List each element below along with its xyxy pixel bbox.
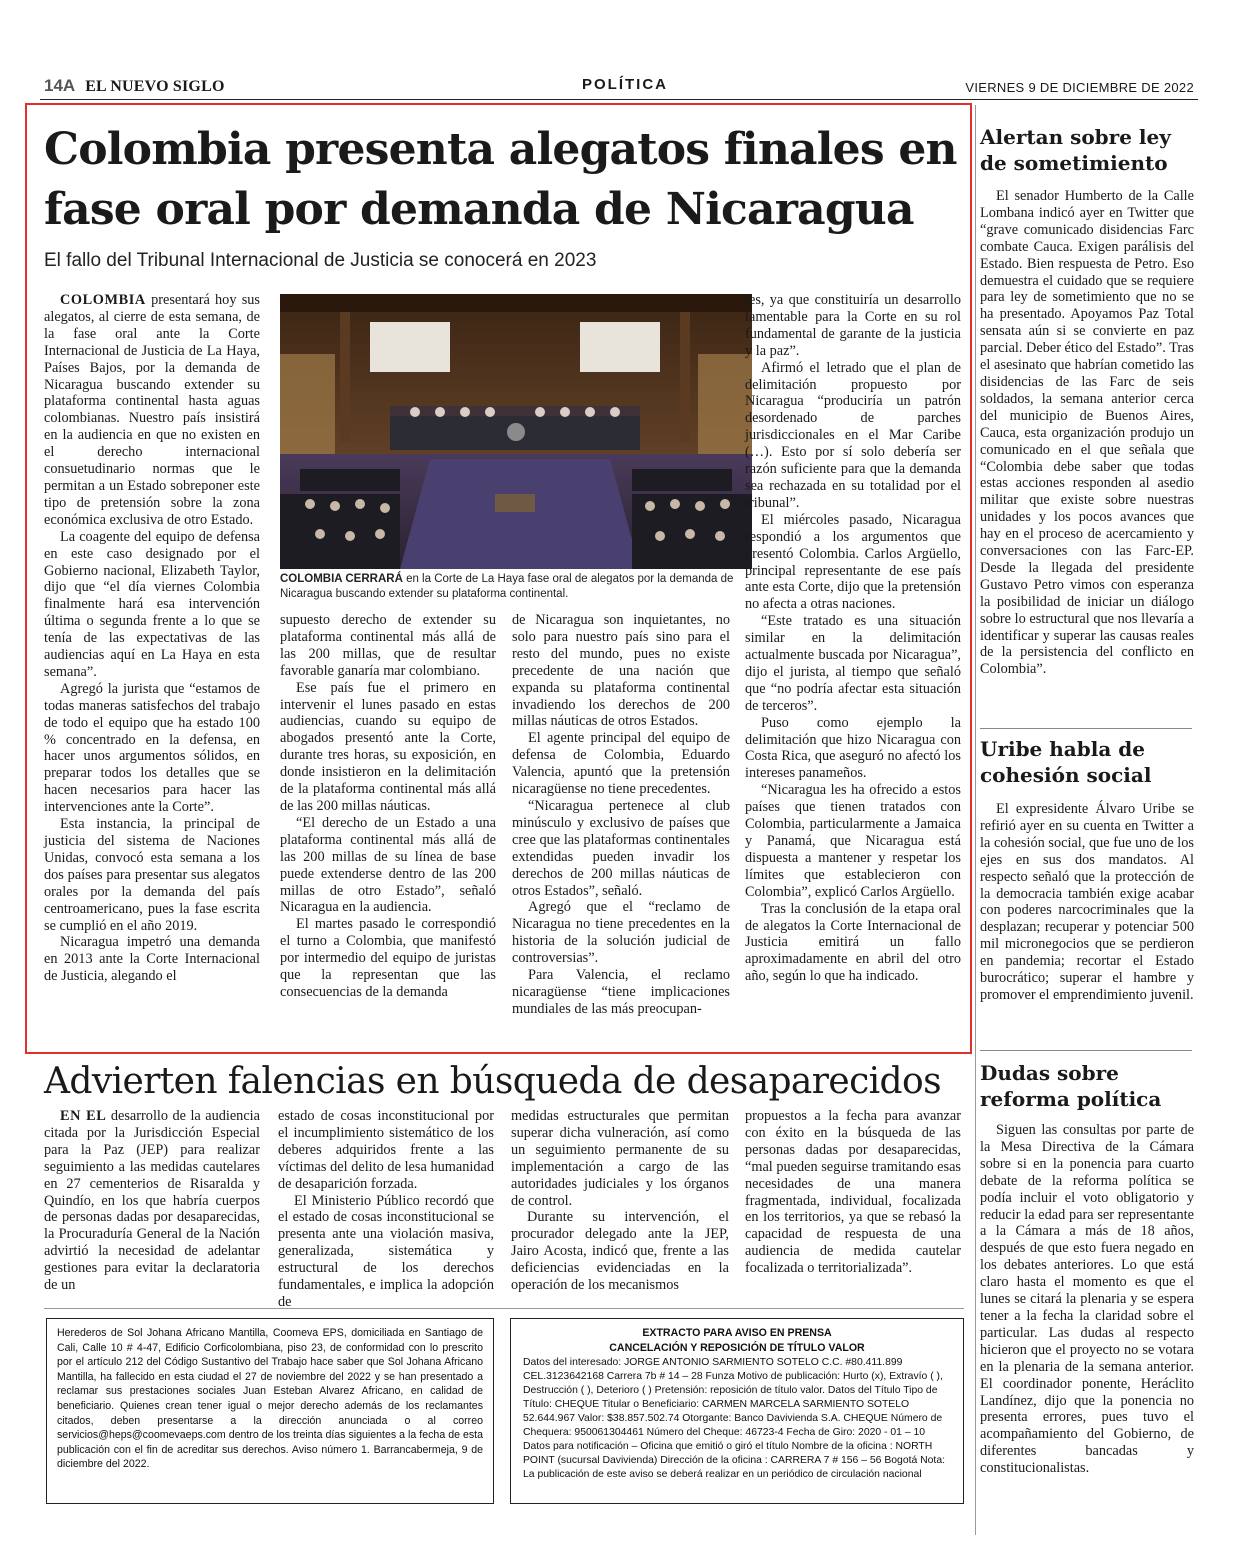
header-divider [40, 99, 1198, 100]
sidebar-text-2: El expresidente Álvaro Uribe se refirió ayer en su cuenta en Twitter a la cohesión social, que fue uno de los ejes en sus dos mandatos. Al respecto señaló que la protección de la democracia también exige acabar con poderes narcocriminales que la desplazan; recuperar y potenciar 500 mil micronegocios que se perdieron en pandemia; recortar el Estado burocrático; superar el hambre y promover el emprendimiento juvenil. [980, 801, 1194, 1003]
paragraph [745, 782, 961, 900]
sidebar-separator-2 [980, 1050, 1192, 1051]
ad-title-1: EXTRACTO PARA AVISO EN PRENSA [642, 1327, 832, 1339]
paragraph-text: Tras la conclusión de la etapa oral de alegatos la Corte Internacional de Justicia emitirá un fallo aproximadamente en abril del otro año, según lo que ha indicado. [745, 900, 961, 985]
paragraph [745, 715, 961, 783]
sidebar-separator-1 [980, 728, 1192, 729]
paragraph [280, 680, 496, 815]
paragraph [280, 916, 496, 1001]
paragraph [280, 612, 496, 680]
paragraph-text: supuesto derecho de extender su plataforma continental más allá de las 200 millas, que de resultar favorable ganaría mar colombiano. [280, 612, 496, 679]
sidebar-text-1: El senador Humberto de la Calle Lombana indicó ayer en Twitter que “grave comunicado disidencias Farc combate Cauca. Exigen parálisis del Estado. Bien respuesta de Petro. Eso demuestra el cuidado que se requiere para ley de sometimiento que no se ha presentado. Apoyamos Paz Total sensata aún si se convierte en paz parcial. Deber ético del Estado”. Tras el asesinato que habrían cometido las disidencias de las Farc de seis soldados, la semana anterior cerca del municipio de Buenos Aires, Cauca, esta organización produjo un comunicado en el que señala que “Colombia debe saber que todas estas acciones responden al asedio militar que existe sobre nuestras unidades y los pocos avances que hay en el proceso de acercamiento y conversaciones con las Farc-EP. Desde la llegada del presidente Gustavo Petro vimos con esperanza la posibilidad de iniciar un diálogo sobre lo estructural que nos llevaría a identificar y superar las causas reales de la persistencia del conflicto en Colombia”. [980, 188, 1194, 678]
paragraph-text: estado de cosas inconstitucional por el incumplimiento sistemático de los deberes adquiridos frente a las víctimas del delito de lesa humanidad de desaparición forzada. [278, 1108, 494, 1192]
lead-word: EN EL [60, 1108, 107, 1124]
paragraph-text: presentará hoy sus alegatos, al cierre de esta semana, de la fase oral ante la Corte Internacional de Justicia de La Haya, Países Bajos, por la demanda de Nicaragua buscando extender su plataforma continental hasta aguas colombianas. Nuestro país insistirá en la audiencia en que no existen en el derecho internacional consuetudinario normas que le permitan a un Estado sobreponer este tipo de pretensión sobre la zona económica exclusiva de otro Estado. [44, 292, 260, 528]
paragraph [512, 798, 730, 899]
paragraph [745, 292, 961, 360]
paragraph-text: “Nicaragua pertenece al club minúsculo y exclusivo de países que cree que las plataformas continentales extendidas pueden invadir los derechos de 200 millas náuticas de otros Estados”, señaló. [512, 797, 730, 899]
paragraph-text: El miércoles pasado, Nicaragua respondió a los argumentos que presentó Colombia. Carlos Argüello, principal representante de ese país ante esta Corte, dijo que la pretensión no afecta a otras naciones. [745, 511, 961, 613]
paragraph-text: El agente principal del equipo de defensa de Colombia, Eduardo Valencia, apuntó que la pretensión nicaragüense no tiene precedentes. [512, 730, 730, 798]
paragraph [44, 292, 260, 529]
second-article-column-4 [745, 1108, 961, 1277]
paragraph-text: medidas estructurales que permitan superar dicha vulneración, así como un seguimiento permanente de su implementación a cargo de las autoridades judiciales y los órganos de control. [511, 1108, 729, 1209]
paragraph-text: El martes pasado le correspondió el turno a Colombia, que manifestó por intermedio del equipo de juristas que la representan que las consecuencias de la demanda [280, 916, 496, 1000]
paragraph [44, 681, 260, 816]
paragraph [745, 360, 961, 512]
paragraph-text: “Este tratado es una situación similar en la delimitación actualmente buscada por Nicaragua”, dijo el jurista, al tiempo que señaló que “no podría afectar esta situación de terceros”. [745, 613, 961, 714]
main-article-column-4 [745, 292, 961, 985]
paragraph-text: de Nicaragua son inquietantes, no solo para nuestro país sino para el resto del mundo, pues no existe precedente de una nación que expanda su plataforma continental invadiendo los derechos de 200 millas náuticas de otros Estados. [512, 612, 730, 730]
paragraph [511, 1209, 729, 1294]
paragraph-text: Agregó la jurista que “estamos de todas maneras satisfechos del trabajo de todo el equipo que ha estado 100 % concentrado en la defensa, en hacer unos argumentos sólidos, en preparar todos los detalles que se hacen necesarios para hacer las intervenciones ante la Corte”. [44, 680, 260, 816]
second-headline: Advierten falencias en búsqueda de desaparecidos [44, 1061, 941, 1102]
paragraph-text: Ese país fue el primero en intervenir el lunes pasado en estas audiencias, cuando su equipo de abogados presentó ante la Corte, durante tres horas, su exposición, en donde insistieron en la delimitación de la plataforma continental más allá de las 200 millas náuticas. [280, 679, 496, 814]
page-number: 14A [44, 76, 76, 95]
paragraph [278, 1108, 494, 1193]
paragraph [44, 1108, 260, 1294]
paragraph-text: “El derecho de un Estado a una plataforma continental más allá de las 200 millas de su línea de base puede extenderse dentro de las 200 millas de otro Estado”, señaló Nicaragua en la audiencia. [280, 814, 496, 916]
main-article-column-1 [44, 292, 260, 985]
paragraph [745, 1108, 961, 1277]
ad-body: Datos del interesado: JORGE ANTONIO SARMIENTO SOTELO C.C. #80.411.899 CEL.3123642168 Carrera 7b # 14 – 28 Funza Motivo de publicación: Hurto (x), Extravío ( ), Destrucción ( ), Deterioro ( ) Pretensión: reposición de título valor. Datos del Título Tipo de Título: CHEQUE Titular o Beneficiario: CARMEN MARCELA SARMIENTO SOTELO 52.644.967 Valor: $38.857.502.74 Otorgante: Banco Davivienda S.A. CHEQUE Número de Chequera: 950061304461 Número del Cheque: 46723-4 Fecha de Giro: 2020 - 01 – 10 Datos para notificación – Oficina que emitió o giró el título Nombre de la oficina : NORTH POINT (sucursal Davivienda) Dirección de la oficina : CARRERA 7 # 156 – 56 Bogotá Nota: La publicación de este aviso se deberá realizar en un periódico de circulación nacional [523, 1357, 945, 1480]
paragraph-text: Para Valencia, el reclamo nicaragüense “tiene implicaciones mundiales de las más preocupan- [512, 967, 730, 1017]
newspaper-name: EL NUEVO SIGLO [85, 78, 225, 95]
paragraph-text: Afirmó el letrado que el plan de delimitación propuesto por Nicaragua “produciría un patrón desordenado de parches jurisdiccionales en el Mar Caribe (…). Esto por sí solo debería ser razón suficiente para que la demanda sea rechazada en su totalidad por el tribunal”. [745, 359, 961, 511]
sidebar-title-3: Dudas sobre reforma política [980, 1061, 1162, 1111]
lead-word: COLOMBIA [60, 292, 146, 308]
sidebar-title-2: Uribe habla de cohesión social [980, 737, 1152, 787]
paragraph [512, 730, 730, 798]
paragraph-text: propuestos a la fecha para avanzar con éxito en la búsqueda de las personas dadas por desaparecidas, “mal pueden seguirse tramitando esas necesidades de una manera fragmentada, individual, focalizada en los territorios, ya que se rebasó la capacidad de respuesta de una audiencia de medida cautelar focalizada o territorializada”. [745, 1108, 961, 1277]
legal-notice-ad: Herederos de Sol Johana Africano Mantilla, Coomeva EPS, domiciliada en Santiago de Cali, Calle 10 # 4-47, Edificio Corficolombiana, piso 23, de conformidad con lo prescrito por el artículo 212 del Código Sustantivo del Trabajo hace saber que Sol Johana Africano Mantilla, ha fallecido en esta ciudad el 27 de noviembre del 2022 y se han presentado a reclamar sus prestaciones sociales Juan Esteban Alvarez Africano, en calidad de beneficiario. Quienes crean tener igual o mejor derecho además de los reclamantes citados, deben presentarse a la dirección anunciada o al correo servicios@heps@coomevaeps.com dentro de los treinta días siguientes a la fecha de esta publicación con el fin de acreditar sus derechos. Aviso número 1. Barrancabermeja, 9 de diciembre del 2022. [46, 1318, 494, 1504]
issue-date: VIERNES 9 DE DICIEMBRE DE 2022 [965, 80, 1194, 95]
ads-divider [44, 1308, 964, 1309]
paragraph-text: Durante su intervención, el procurador delegado ante la JEP, Jairo Acosta, indicó que, frente a las deficiencias evidenciadas en la operación de los mecanismos [511, 1209, 729, 1294]
second-article-column-3 [511, 1108, 729, 1294]
paragraph [512, 612, 730, 730]
paragraph [511, 1108, 729, 1209]
paragraph-text: desarrollo de la audiencia citada por la Jurisdicción Especial para la Paz (JEP) para realizar seguimiento a las medidas cautelares en 27 cementerios de Risaralda y Quindío, en los que habría cuerpos de personas dadas por desaparecidas, la Procuraduría General de la Nación advirtió la necesidad de adelantar gestiones para evitar la declaratoria de un [44, 1108, 260, 1294]
section-name: POLÍTICA [582, 76, 668, 93]
paragraph [745, 512, 961, 613]
paragraph-text: “Nicaragua les ha ofrecido a estos países que tienen tratados con Colombia, particularmente a Jamaica y Panamá, que Nicaragua está dispuesta a mantener y respetar los límites que establecieron con Colombia”, explicó Carlos Argüello. [745, 782, 961, 900]
court-photo [280, 294, 752, 569]
ad-title-2: CANCELACIÓN Y REPOSICIÓN DE TÍTULO VALOR [609, 1342, 865, 1354]
caption-lead: COLOMBIA CERRARÁ [280, 573, 403, 585]
paragraph [745, 613, 961, 714]
court-hall-image [280, 294, 752, 569]
paragraph-text: Esta instancia, la principal de justicia del sistema de Naciones Unidas, convocó esta semana a los dos países para presentar sus alegatos orales por la demanda del país centroamericano, pues la fase escrita se cumplió en el año 2019. [44, 816, 260, 934]
paragraph [280, 815, 496, 916]
paragraph [512, 967, 730, 1018]
main-article-column-2 [280, 612, 496, 1001]
paragraph [44, 934, 260, 985]
paragraph-text: Puso como ejemplo la delimitación que hizo Nicaragua con Costa Rica, que aseguró no afectó los intereses panameños. [745, 714, 961, 782]
photo-caption [280, 572, 750, 602]
main-article-column-3 [512, 612, 730, 1018]
second-article-column-2 [278, 1108, 494, 1311]
main-subheadline: El fallo del Tribunal Internacional de Justicia se conocerá en 2023 [44, 250, 597, 271]
main-headline-line-1: Colombia presenta alegatos finales en [44, 124, 957, 175]
paragraph [44, 816, 260, 934]
paragraph-text: tes, ya que constituiría un desarrollo lamentable para la Corte en su rol fundamental de garante de la justicia y la paz”. [745, 292, 961, 359]
page-header-left [44, 76, 225, 98]
second-article-column-1 [44, 1108, 260, 1294]
caption-text: en la Corte de La Haya fase oral de alegatos por la demanda de Nicaragua buscando extender su plataforma continental. [280, 573, 734, 600]
paragraph-text: La coagente del equipo de defensa en este caso designado por el Gobierno nacional, Elizabeth Taylor, dijo que “el día viernes Colombia finalmente hará esa intervención última o segunda frente a lo que se tenía de las expectativas de las audiencias aquí en La Haya en esta semana”. [44, 528, 260, 680]
check-cancellation-ad [510, 1318, 964, 1504]
paragraph-text: El Ministerio Público recordó que el estado de cosas inconstitucional se presenta ante una violación masiva, generalizada, sistemática y estructural de los derechos fundamentales, e implica la adopción de [278, 1192, 494, 1310]
paragraph [512, 899, 730, 967]
sidebar-divider [975, 105, 976, 1535]
paragraph-text: Agregó que el “reclamo de Nicaragua no tiene precedentes en la historia de la solución judicial de controversias”. [512, 899, 730, 967]
paragraph [44, 529, 260, 681]
paragraph-text: Nicaragua impetró una demanda en 2013 ante la Corte Internacional de Justicia, alegando el [44, 934, 260, 985]
sidebar-text-3: Siguen las consultas por parte de la Mesa Directiva de la Cámara sobre si en la ponencia para cuarto debate de la reforma política se podía incluir el voto obligatorio y reducir la edad para ser representante a la Cámara a más de 18 años, después de que esto fuera negado en los debates anteriores. Lo que está claro hasta el momento es que el lunes se citará la plenaria y se espera tener a la fecha la claridad sobre el particular. Las dudas al respecto hicieron que el proyecto no se votara en la plenaria de la semana anterior. El coordinador ponente, Heráclito Landínez, dijo que la ponencia no presenta errores, pues tuvo el acompañamiento del Gobierno, de diferentes bancadas y constitucionalistas. [980, 1122, 1194, 1477]
paragraph [278, 1193, 494, 1311]
paragraph [745, 901, 961, 986]
sidebar-title-1: Alertan sobre ley de sometimiento [980, 125, 1171, 175]
main-headline-line-2: fase oral por demanda de Nicaragua [44, 184, 914, 235]
